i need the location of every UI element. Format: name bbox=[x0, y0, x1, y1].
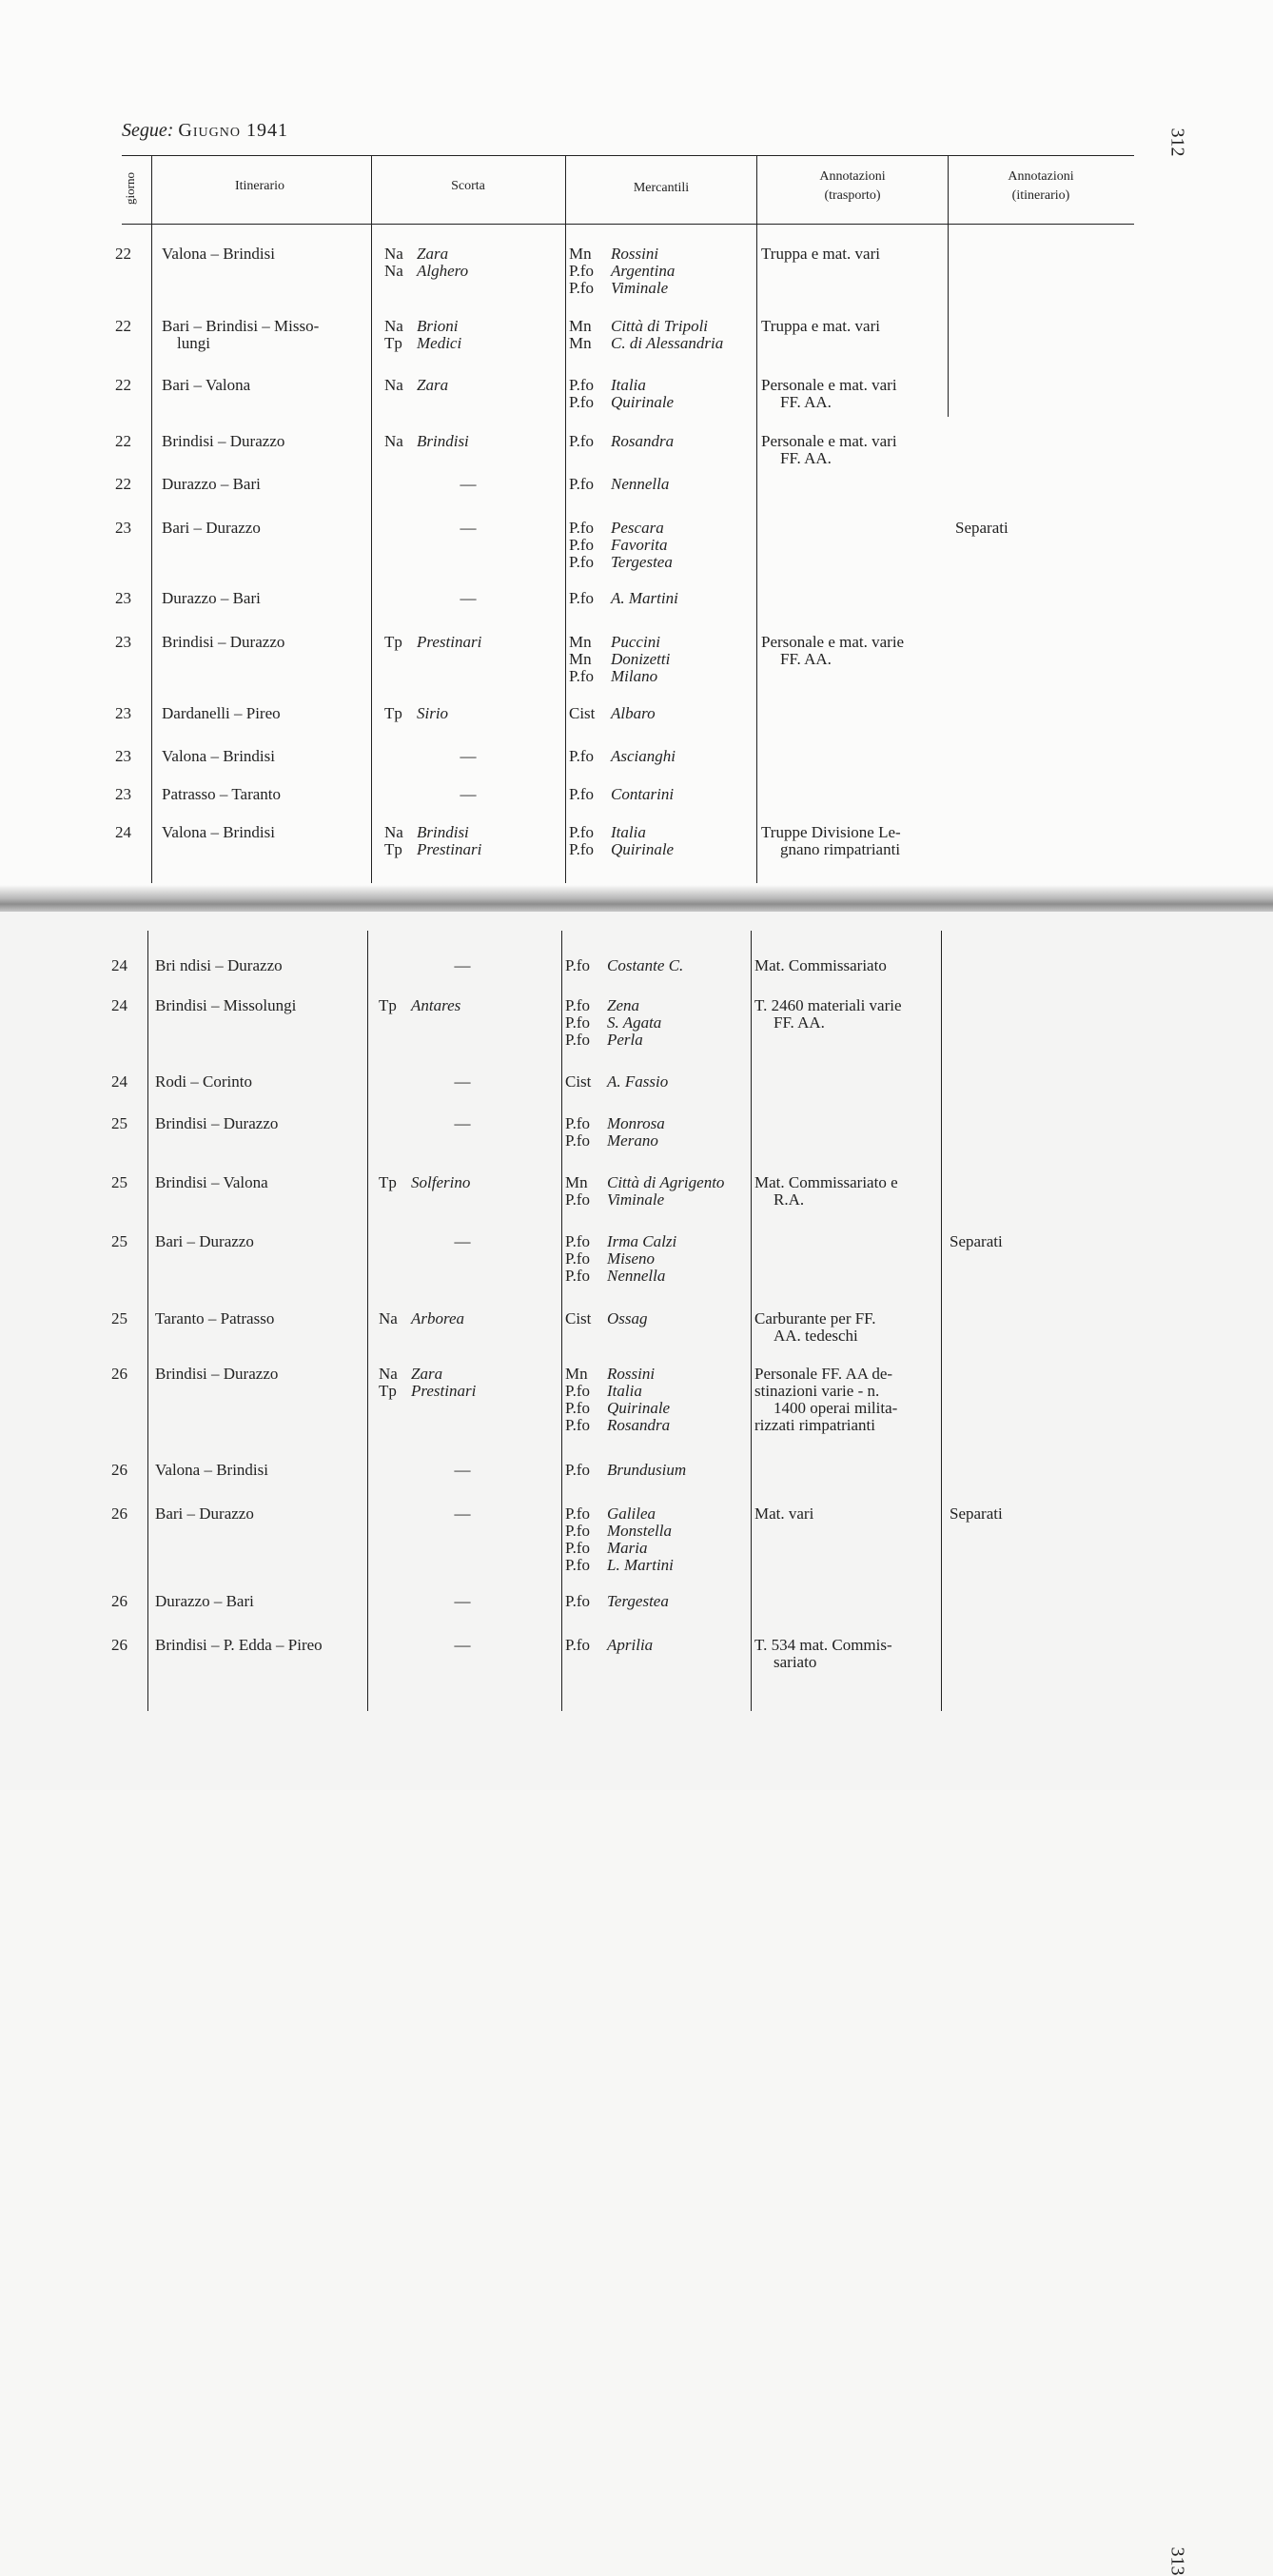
column-divider bbox=[751, 931, 752, 1711]
table-route: Brindisi – Valona bbox=[155, 1173, 268, 1191]
ship-name: Città di Tripoli bbox=[611, 317, 709, 335]
ship-type: Cist bbox=[565, 1072, 592, 1091]
ship-type: P.fo bbox=[565, 1522, 590, 1540]
escort-none: — bbox=[454, 956, 471, 974]
table-day: 24 bbox=[111, 956, 127, 974]
table-day: 25 bbox=[111, 1114, 127, 1132]
escort-none: — bbox=[454, 1592, 471, 1610]
transport-note: R.A. bbox=[774, 1190, 805, 1209]
escort-name: Sirio bbox=[417, 704, 449, 722]
ship-name: Albaro bbox=[611, 704, 656, 722]
transport-note: Mat. vari bbox=[754, 1504, 814, 1523]
ship-name: Tergestea bbox=[611, 553, 673, 571]
table-route: Rodi – Corinto bbox=[155, 1072, 253, 1091]
ship-name: Donizetti bbox=[611, 650, 671, 668]
ship-name: Irma Calzi bbox=[607, 1232, 677, 1250]
ship-name: Galilea bbox=[607, 1504, 656, 1523]
transport-note: 1400 operai milita- bbox=[774, 1399, 898, 1417]
header-notes-route-line2: (itinerario) bbox=[1011, 188, 1070, 203]
escort-name: Zara bbox=[417, 376, 449, 394]
transport-note: Personale e mat. vari bbox=[761, 376, 897, 394]
transport-note: AA. tedeschi bbox=[774, 1327, 858, 1345]
escort-name: Zara bbox=[411, 1365, 443, 1383]
ship-name: Puccini bbox=[611, 633, 660, 651]
escort-name: Medici bbox=[417, 334, 462, 352]
header-top-rule bbox=[122, 155, 1134, 156]
table-day: 26 bbox=[111, 1461, 127, 1479]
ship-type: P.fo bbox=[569, 823, 594, 841]
ship-type: P.fo bbox=[569, 262, 594, 280]
ship-name: Rossini bbox=[611, 245, 659, 263]
ship-name: Quirinale bbox=[611, 840, 675, 858]
escort-name: Arborea bbox=[411, 1309, 465, 1327]
column-divider bbox=[756, 155, 757, 883]
table-day: 26 bbox=[111, 1592, 127, 1610]
transport-note: Personale e mat. vari bbox=[761, 432, 897, 450]
ship-type: P.fo bbox=[565, 1636, 590, 1654]
ship-type: P.fo bbox=[569, 840, 594, 858]
column-divider bbox=[147, 931, 148, 1711]
ship-type: P.fo bbox=[569, 376, 594, 394]
ship-type: P.fo bbox=[569, 432, 594, 450]
escort-name: Alghero bbox=[417, 262, 469, 280]
ship-name: Viminale bbox=[611, 279, 669, 297]
ship-name: L. Martini bbox=[607, 1556, 674, 1574]
table-route: Brindisi – P. Edda – Pireo bbox=[155, 1636, 323, 1654]
escort-type: Tp bbox=[379, 1382, 397, 1400]
ship-type: P.fo bbox=[569, 747, 594, 765]
ship-type: Mn bbox=[569, 317, 592, 335]
column-divider bbox=[561, 931, 562, 1711]
ship-type: Mn bbox=[569, 650, 592, 668]
transport-note: rizzati rimpatrianti bbox=[754, 1416, 875, 1434]
escort-name: Zara bbox=[417, 245, 449, 263]
table-route: Brindisi – Missolungi bbox=[155, 996, 297, 1014]
header-merchant: Mercantili bbox=[633, 181, 690, 195]
escort-type: Na bbox=[379, 1309, 398, 1327]
ship-name: Quirinale bbox=[607, 1399, 671, 1417]
escort-type: Na bbox=[384, 432, 403, 450]
escort-type: Na bbox=[379, 1365, 398, 1383]
table-day: 24 bbox=[111, 996, 127, 1014]
ship-name: Argentina bbox=[611, 262, 676, 280]
transport-note: FF. AA. bbox=[780, 650, 832, 668]
table-route: Brindisi – Durazzo bbox=[155, 1114, 279, 1132]
table-route: Taranto – Patrasso bbox=[155, 1309, 275, 1327]
table-day: 24 bbox=[115, 823, 131, 841]
transport-note: FF. AA. bbox=[774, 1013, 825, 1032]
column-divider bbox=[367, 931, 368, 1711]
ship-type: P.fo bbox=[565, 1249, 590, 1268]
escort-type: Na bbox=[384, 262, 403, 280]
ship-name: Quirinale bbox=[611, 393, 675, 411]
table-day: 22 bbox=[115, 376, 131, 394]
ship-type: P.fo bbox=[569, 536, 594, 554]
table-route: Durazzo – Bari bbox=[155, 1592, 254, 1610]
ship-type: Mn bbox=[569, 334, 592, 352]
bottom-page bbox=[0, 912, 1273, 2576]
transport-note: stinazioni varie - n. bbox=[754, 1382, 880, 1400]
ship-type: P.fo bbox=[565, 1592, 590, 1610]
ship-type: P.fo bbox=[569, 667, 594, 685]
table-route: Valona – Brindisi bbox=[162, 245, 275, 263]
header-itinerary: Itinerario bbox=[234, 179, 285, 193]
ship-name: Milano bbox=[611, 667, 658, 685]
table-route: Bari – Valona bbox=[162, 376, 251, 394]
ship-type: P.fo bbox=[569, 393, 594, 411]
table-day: 22 bbox=[115, 475, 131, 493]
ship-name: Ossag bbox=[607, 1309, 648, 1327]
ship-type: P.fo bbox=[565, 1382, 590, 1400]
escort-none: — bbox=[454, 1072, 471, 1091]
escort-name: Antares bbox=[411, 996, 461, 1014]
top-page bbox=[0, 0, 1273, 897]
table-day: 25 bbox=[111, 1173, 127, 1191]
ship-name: Italia bbox=[611, 376, 646, 394]
header-notes-route bbox=[948, 167, 1134, 206]
table-route: Bari – Brindisi – Misso- bbox=[162, 317, 320, 335]
transport-note: gnano rimpatrianti bbox=[780, 840, 901, 858]
ship-type: P.fo bbox=[569, 553, 594, 571]
column-divider bbox=[565, 155, 566, 883]
escort-none: — bbox=[454, 1504, 471, 1523]
table-day: 25 bbox=[111, 1309, 127, 1327]
transport-note: Truppa e mat. vari bbox=[761, 245, 880, 263]
table-route: Durazzo – Bari bbox=[162, 589, 261, 607]
ship-type: Mn bbox=[569, 633, 592, 651]
transport-note: Carburante per FF. bbox=[754, 1309, 876, 1327]
escort-type: Na bbox=[384, 823, 403, 841]
ship-type: P.fo bbox=[565, 1461, 590, 1479]
ship-name: C. di Alessandria bbox=[611, 334, 724, 352]
table-route: Brindisi – Durazzo bbox=[155, 1365, 279, 1383]
escort-type: Tp bbox=[384, 704, 402, 722]
heading-prefix: Segue: bbox=[122, 120, 174, 141]
ship-type: P.fo bbox=[569, 519, 594, 537]
transport-note: Mat. Commissariato bbox=[754, 956, 887, 974]
ship-type: P.fo bbox=[569, 279, 594, 297]
ship-name: Ascianghi bbox=[611, 747, 676, 765]
ship-name: Italia bbox=[607, 1382, 642, 1400]
ship-type: P.fo bbox=[565, 1267, 590, 1285]
escort-name: Prestinari bbox=[417, 840, 482, 858]
escort-name: Brioni bbox=[417, 317, 459, 335]
ship-type: Mn bbox=[565, 1365, 588, 1383]
ship-name: Zena bbox=[607, 996, 639, 1014]
column-divider bbox=[371, 155, 372, 883]
escort-name: Brindisi bbox=[417, 823, 469, 841]
transport-note: sariato bbox=[774, 1653, 817, 1671]
escort-name: Prestinari bbox=[417, 633, 482, 651]
header-day: giorno bbox=[123, 172, 137, 205]
ship-name: Miseno bbox=[607, 1249, 656, 1268]
escort-type: Tp bbox=[384, 633, 402, 651]
column-divider bbox=[948, 155, 949, 417]
ship-type: Mn bbox=[569, 245, 592, 263]
escort-none: — bbox=[460, 475, 477, 493]
table-day: 23 bbox=[115, 519, 131, 537]
ship-name: Monstella bbox=[607, 1522, 672, 1540]
ship-name: Viminale bbox=[607, 1190, 665, 1209]
ship-name: Nennella bbox=[611, 475, 670, 493]
escort-name: Prestinari bbox=[411, 1382, 477, 1400]
ship-name: Città di Agrigento bbox=[607, 1173, 725, 1191]
ship-name: Aprilia bbox=[607, 1636, 654, 1654]
ship-type: P.fo bbox=[565, 1190, 590, 1209]
escort-type: Na bbox=[384, 376, 403, 394]
ship-type: P.fo bbox=[565, 1131, 590, 1150]
ship-name: Brundusium bbox=[607, 1461, 687, 1479]
ship-name: Italia bbox=[611, 823, 646, 841]
header-notes-transport-line2: (trasporto) bbox=[824, 188, 881, 203]
table-route: Bari – Durazzo bbox=[162, 519, 261, 537]
ship-type: P.fo bbox=[565, 996, 590, 1014]
ship-type: P.fo bbox=[569, 475, 594, 493]
escort-type: Na bbox=[384, 317, 403, 335]
ship-name: Merano bbox=[607, 1131, 658, 1150]
header-notes-transport bbox=[757, 167, 948, 206]
table-day: 24 bbox=[111, 1072, 127, 1091]
ship-type: P.fo bbox=[565, 1114, 590, 1132]
header-notes-route-line1: Annotazioni bbox=[1008, 169, 1074, 184]
escort-none: — bbox=[460, 785, 477, 803]
escort-none: — bbox=[460, 589, 477, 607]
table-route: Valona – Brindisi bbox=[155, 1461, 268, 1479]
page-number-bottom: 313 bbox=[1166, 2547, 1188, 2576]
table-route: Brindisi – Durazzo bbox=[162, 633, 285, 651]
table-day: 23 bbox=[115, 785, 131, 803]
table-day: 22 bbox=[115, 245, 131, 263]
ship-type: P.fo bbox=[565, 1013, 590, 1032]
ship-type: P.fo bbox=[565, 1399, 590, 1417]
table-route: Bari – Durazzo bbox=[155, 1232, 254, 1250]
ship-name: Rossini bbox=[607, 1365, 656, 1383]
table-route: Dardanelli – Pireo bbox=[162, 704, 281, 722]
ship-name: Rosandra bbox=[607, 1416, 671, 1434]
transport-note: Personale e mat. varie bbox=[761, 633, 905, 651]
table-route: Bri ndisi – Durazzo bbox=[155, 956, 283, 974]
ship-name: Tergestea bbox=[607, 1592, 669, 1610]
table-day: 22 bbox=[115, 317, 131, 335]
ship-name: A. Fassio bbox=[607, 1072, 669, 1091]
header-escort: Scorta bbox=[451, 179, 485, 193]
ship-type: P.fo bbox=[565, 956, 590, 974]
table-route: lungi bbox=[177, 334, 210, 352]
table-day: 26 bbox=[111, 1636, 127, 1654]
ship-name: Nennella bbox=[607, 1267, 666, 1285]
table-day: 23 bbox=[115, 704, 131, 722]
transport-note: Mat. Commissariato e bbox=[754, 1173, 898, 1191]
escort-name: Solferino bbox=[411, 1173, 471, 1191]
table-day: 26 bbox=[111, 1504, 127, 1523]
header-notes-transport-line1: Annotazioni bbox=[819, 169, 886, 184]
escort-type: Na bbox=[384, 245, 403, 263]
table-route: Valona – Brindisi bbox=[162, 747, 275, 765]
table-day: 23 bbox=[115, 747, 131, 765]
transport-note: Truppe Divisione Le- bbox=[761, 823, 901, 841]
ship-type: P.fo bbox=[569, 785, 594, 803]
escort-type: Tp bbox=[384, 334, 402, 352]
page-heading bbox=[122, 120, 288, 142]
table-route: Durazzo – Bari bbox=[162, 475, 261, 493]
ship-type: P.fo bbox=[565, 1556, 590, 1574]
escort-none: — bbox=[460, 747, 477, 765]
header-bottom-rule bbox=[122, 224, 1134, 225]
transport-note: Truppa e mat. vari bbox=[761, 317, 880, 335]
route-note: Separati bbox=[950, 1504, 1003, 1523]
table-day: 25 bbox=[111, 1232, 127, 1250]
ship-name: Contarini bbox=[611, 785, 675, 803]
ship-name: Costante C. bbox=[607, 956, 684, 974]
table-route: Valona – Brindisi bbox=[162, 823, 275, 841]
escort-none: — bbox=[454, 1232, 471, 1250]
escort-type: Tp bbox=[384, 840, 402, 858]
ship-type: P.fo bbox=[565, 1232, 590, 1250]
transport-note: FF. AA. bbox=[780, 449, 832, 467]
table-route: Patrasso – Taranto bbox=[162, 785, 282, 803]
transport-note: FF. AA. bbox=[780, 393, 832, 411]
ship-name: Maria bbox=[607, 1539, 648, 1557]
table-day: 26 bbox=[111, 1365, 127, 1383]
ship-name: Rosandra bbox=[611, 432, 675, 450]
transport-note: T. 2460 materiali varie bbox=[754, 996, 902, 1014]
table-day: 23 bbox=[115, 633, 131, 651]
route-note: Separati bbox=[950, 1232, 1003, 1250]
table-route: Brindisi – Durazzo bbox=[162, 432, 285, 450]
ship-type: P.fo bbox=[565, 1416, 590, 1434]
ship-name: Perla bbox=[607, 1031, 643, 1049]
table-day: 22 bbox=[115, 432, 131, 450]
ship-type: Cist bbox=[569, 704, 596, 722]
ship-type: P.fo bbox=[565, 1539, 590, 1557]
ship-type: P.fo bbox=[569, 589, 594, 607]
ship-name: Monrosa bbox=[607, 1114, 665, 1132]
transport-note: T. 534 mat. Commis- bbox=[754, 1636, 892, 1654]
ship-name: A. Martini bbox=[611, 589, 678, 607]
escort-none: — bbox=[460, 519, 477, 537]
ship-name: Favorita bbox=[611, 536, 668, 554]
escort-type: Tp bbox=[379, 1173, 397, 1191]
ship-name: Pescara bbox=[611, 519, 664, 537]
route-note: Separati bbox=[955, 519, 1009, 537]
page-number-top: 312 bbox=[1166, 128, 1188, 157]
ship-type: P.fo bbox=[565, 1031, 590, 1049]
transport-note: Personale FF. AA de- bbox=[754, 1365, 893, 1383]
column-divider bbox=[151, 155, 152, 883]
ship-type: P.fo bbox=[565, 1504, 590, 1523]
ship-name: S. Agata bbox=[607, 1013, 662, 1032]
ship-type: Cist bbox=[565, 1309, 592, 1327]
escort-none: — bbox=[454, 1636, 471, 1654]
table-route: Bari – Durazzo bbox=[155, 1504, 254, 1523]
column-divider bbox=[941, 931, 942, 1711]
table-day: 23 bbox=[115, 589, 131, 607]
escort-name: Brindisi bbox=[417, 432, 469, 450]
escort-none: — bbox=[454, 1461, 471, 1479]
escort-none: — bbox=[454, 1114, 471, 1132]
escort-type: Tp bbox=[379, 996, 397, 1014]
ship-type: Mn bbox=[565, 1173, 588, 1191]
heading-month: Giugno 1941 bbox=[178, 120, 288, 141]
